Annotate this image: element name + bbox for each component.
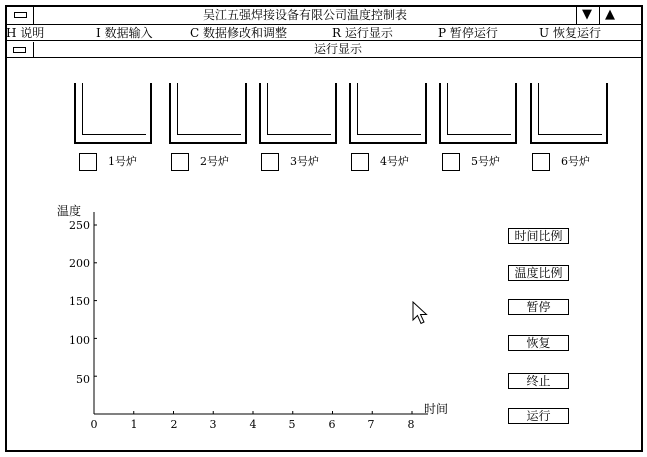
mouse-pointer-icon xyxy=(412,301,430,327)
furnace-3-label: 3号炉 xyxy=(290,155,319,168)
menu-key: I xyxy=(96,26,101,40)
panel-title: 运行显示 xyxy=(313,42,362,56)
temperature-scale-button[interactable]: 温度比例 xyxy=(508,265,569,281)
menu-label: 恢复运行 xyxy=(552,26,601,40)
y-axis-label: 温度 xyxy=(57,204,82,218)
menu-label: 暂停运行 xyxy=(449,26,498,40)
furnace-1-label: 1号炉 xyxy=(108,155,137,168)
menu-key: C xyxy=(190,26,200,40)
menu-key: P xyxy=(438,26,447,40)
y-tick-label: 200 xyxy=(69,257,90,270)
menu-label: 数据修改和调整 xyxy=(203,26,288,40)
menu-label: 数据输入 xyxy=(104,26,153,40)
x-axis-label: 时间 xyxy=(424,402,449,416)
menu-key: R xyxy=(332,26,342,40)
x-tick-label: 5 xyxy=(288,418,296,431)
y-tick-label: 150 xyxy=(69,295,90,308)
window-title: 吴江五强焊接设备有限公司温度控制表 xyxy=(202,8,407,22)
pause-button[interactable]: 暂停 xyxy=(508,299,569,315)
menu-key: H xyxy=(6,26,17,40)
x-tick-label: 7 xyxy=(367,418,375,431)
menu-label: 运行显示 xyxy=(344,26,393,40)
x-tick-label: 1 xyxy=(130,418,138,431)
resume-button[interactable]: 恢复 xyxy=(508,335,569,351)
x-tick-label: 8 xyxy=(407,418,415,431)
stop-button[interactable]: 终止 xyxy=(508,373,569,389)
furnace-2-label: 2号炉 xyxy=(200,155,229,168)
furnace-4-label: 4号炉 xyxy=(380,155,409,168)
x-tick-label: 3 xyxy=(209,418,217,431)
menu-key: U xyxy=(539,26,550,40)
furnace-5-label: 5号炉 xyxy=(471,155,500,168)
x-tick-label: 0 xyxy=(90,418,98,431)
time-scale-button[interactable]: 时间比例 xyxy=(508,228,569,244)
x-tick-label: 6 xyxy=(328,418,336,431)
run-button[interactable]: 运行 xyxy=(508,408,569,424)
y-tick-label: 250 xyxy=(69,219,90,232)
x-tick-label: 4 xyxy=(249,418,257,431)
scroll-down-button[interactable]: ▼ xyxy=(576,6,597,24)
tick-marks xyxy=(94,225,412,414)
furnace-6-label: 6号炉 xyxy=(561,155,590,168)
y-tick-label: 100 xyxy=(69,334,90,347)
scroll-up-button[interactable]: ▲ xyxy=(599,6,620,24)
y-tick-label: 50 xyxy=(76,373,90,386)
x-tick-label: 2 xyxy=(170,418,178,431)
menu-label: 说明 xyxy=(20,26,45,40)
